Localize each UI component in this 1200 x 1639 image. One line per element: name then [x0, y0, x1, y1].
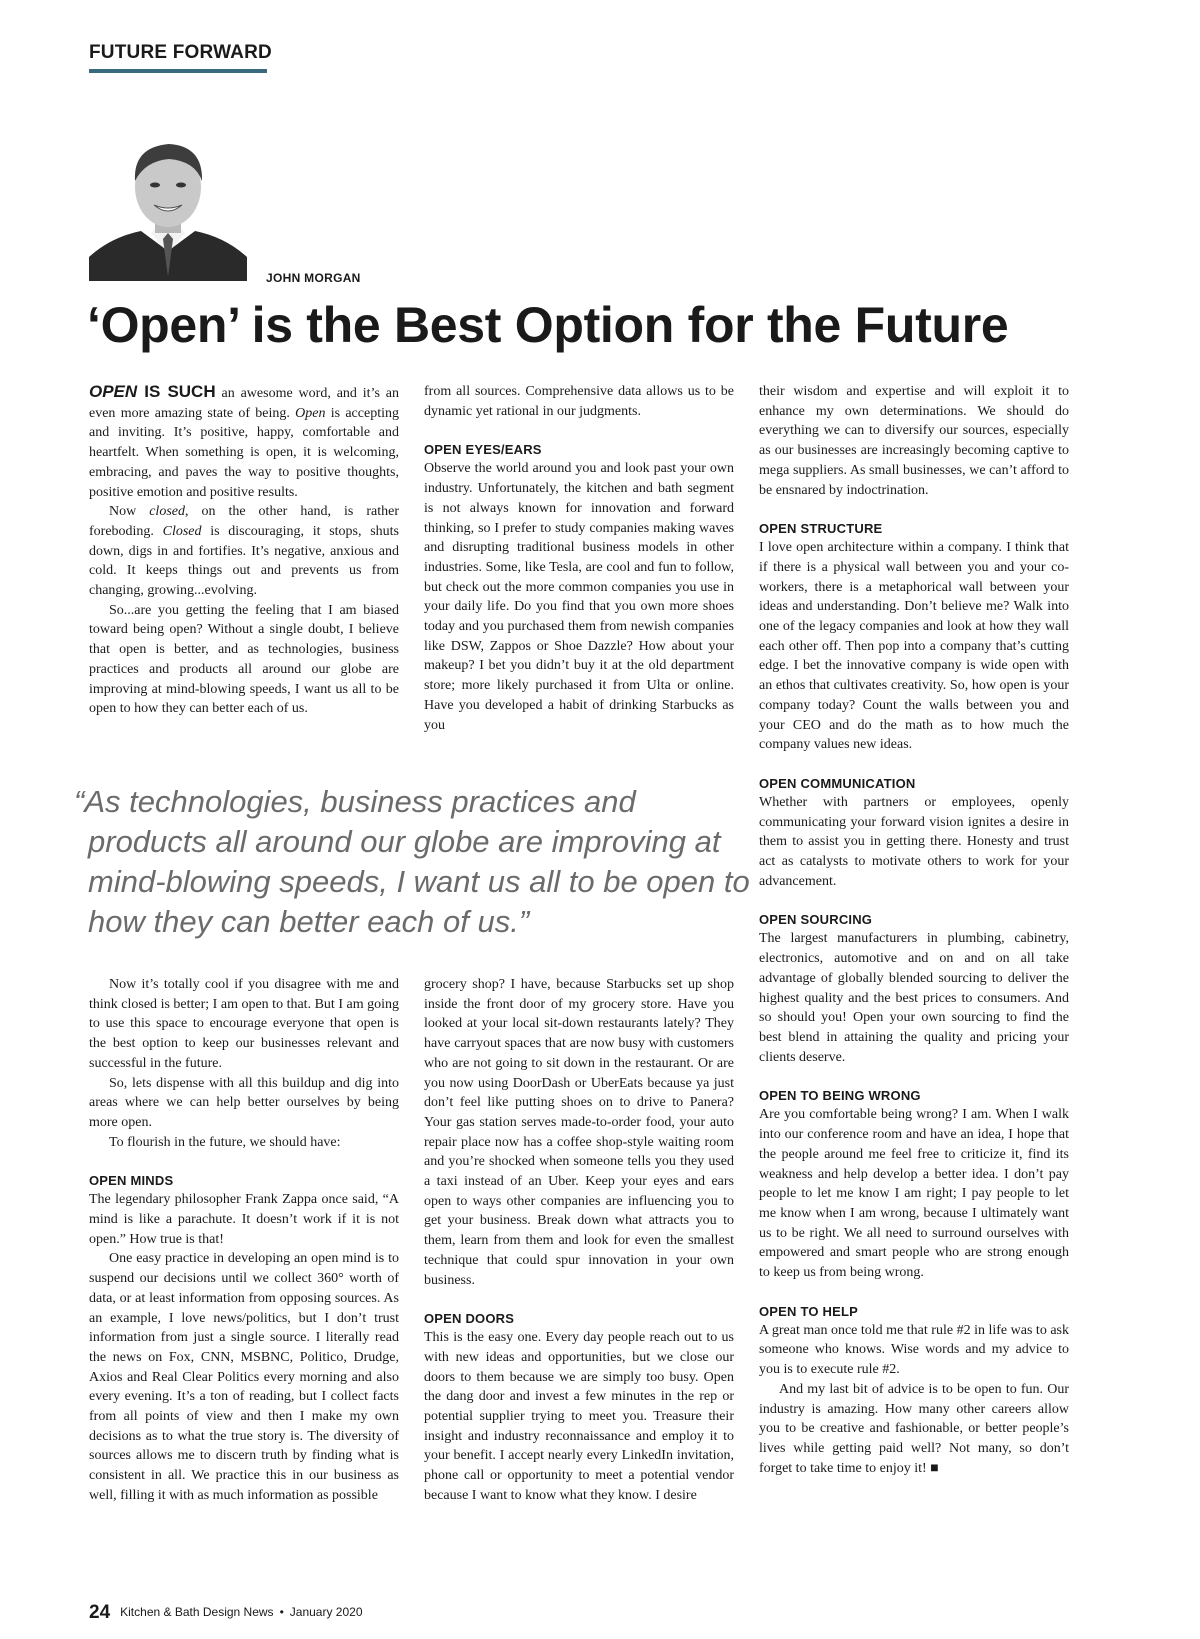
subhead-open-communication: OPEN COMMUNICATION [759, 775, 916, 791]
lead-in: OPEN IS SUCH [89, 382, 216, 401]
issue-date: January 2020 [289, 1605, 363, 1619]
body-paragraph: from all sources. Comprehensive data allows us to be dynamic yet rational in our judgments. [424, 384, 734, 419]
subhead-open-eyes-ears: OPEN EYES/EARS [424, 442, 542, 458]
subhead-open-minds: OPEN MINDS [89, 1173, 174, 1189]
subhead-open-doors: OPEN DOORS [424, 1311, 515, 1327]
closing-paragraph: And my last bit of advice is to be open to fun. Our industry is amazing. How many other careers allow you to be creative and fashionable, or better people’s lives while getting paid well? Not many, so don’t forget to take time to enjoy it! ■ [759, 1381, 1069, 1476]
column-3 [759, 382, 1069, 1478]
body-paragraph: Now it’s totally cool if you disagree with me and think closed is better; I am open to that. But I am going to use this space to encourage everyone that open is the best option to keep our businesses relevant and successful in the future. [89, 977, 399, 1071]
body-paragraph: So, lets dispense with all this buildup and dig into areas where we can help better ourselves by being more open. [89, 1075, 399, 1130]
publication-name: Kitchen & Bath Design News [120, 1605, 274, 1619]
subhead-open-sourcing: OPEN SOURCING [759, 912, 873, 928]
author-photo [89, 129, 247, 281]
column-2-top [424, 382, 734, 735]
author-name: JOHN MORGAN [266, 271, 361, 285]
body-paragraph: Now closed, on the other hand, is rather foreboding. Closed is discouraging, it stops, shuts down, digs in and fortifies. It’s negative, anxious and cold. It keeps things out and prevents us from changing, growing...evolving. [89, 504, 399, 599]
body-paragraph: This is the easy one. Every day people reach out to us with new ideas and opportunities, but we close our doors to them because we are simply too busy. Open the dang door and invest a few minutes in the rep or potential supplier trying to meet you. Treasure their insight and industry reconnaissance and employ it to your benefit. I accept nearly every LinkedIn invitation, phone call or opportunity to meet a potential vendor because I want to know what they know. I desire [424, 1330, 734, 1503]
body-paragraph: A great man once told me that rule #2 in life was to ask someone who knows. Wise words and my advice to you is to execute rule #2. [759, 1322, 1069, 1378]
body-paragraph: Are you comfortable being wrong? I am. When I walk into our conference room and have an idea, I hope that the people around me feel free to criticize it, find its weakness and help develop a better idea. I don’t pay people to let me know I am right; I pay people to let me know when I am wrong, because I ultimately want us to be right. We all need to surround ourselves with empowered and smart people who are strong enough to keep us from being wrong. [759, 1107, 1069, 1281]
subhead-open-to-help: OPEN TO HELP [759, 1303, 858, 1319]
subhead-open-structure: OPEN STRUCTURE [759, 521, 883, 537]
column-2-bottom [424, 975, 734, 1506]
body-paragraph: grocery shop? I have, because Starbucks set up shop inside the front door of my grocery store. Have you looked at your local sit-down restaurants lately? They have carryout spaces that are now busy with customers who are not going to sit down in the restaurant. Or are you now using DoorDash or UberEats because ya just don’t feel like putting shoes on to drive to Panera? Your gas station serves made-to-order food, your auto repair place now has a coffee shop-style waiting room and you’re shocked when someone tells you they used a taxi instead of an Uber. Keep your eyes and ears open to ways other companies are influencing you to get your business. Break down what attracts you to them, learn from them and look for even the smallest technique that could spur innovation in your own business. [424, 977, 734, 1288]
body-paragraph: Observe the world around you and look past your own industry. Unfortunately, the kitchen and bath segment is not always known for innovation and forward thinking, so I prefer to study companies making waves and disrupting traditional business models in other industries. Some, like Tesla, are cool and fun to follow, but check out the more common companies you use in your daily life. Do you find that you own more shoes today and you purchased them from newish companies like DSW, Zappos or Shoe Dazzle? How about your makeup? I bet you didn’t buy it at the old department store; more likely purchased it from Ulta or online. Have you developed a habit of drinking Starbucks as you [424, 461, 734, 733]
section-label: FUTURE FORWARD [89, 42, 272, 63]
body-paragraph: Whether with partners or employees, openly communicating your forward vision ignites a desire in them to assist you in getting there. Honesty and trust act as catalysts to motivate others to work for your advancement. [759, 794, 1069, 889]
column-1-top [89, 382, 399, 719]
body-paragraph: So...are you getting the feeling that I am biased toward being open? Without a single doubt, I believe that open is better, and as technologies, business practices and products all around our globe are improving at mind-blowing speeds, I want us all to be open to how they can better each of us. [89, 602, 399, 717]
pull-quote: “As technologies, business practices and products all around our globe are improving at mind-blowing speeds, I want us all to be open to how they can better each of us.” [74, 784, 750, 939]
body-paragraph: I love open architecture within a company. I think that if there is a physical wall between you and your co-workers, there is a metaphorical wall between your ideas and understanding. Don’t believe me? Walk into one of the legacy companies and look at how they wall each other off. Then pop into a company that’s cutting edge. I bet the innovative company is wide open with an ethos that cultivates creativity. So, how open is your company today? Count the walls between you and your CEO and do the math as to how much the company values new ideas. [759, 540, 1069, 753]
body-paragraph: To flourish in the future, we should have: [109, 1134, 341, 1150]
body-paragraph: One easy practice in developing an open mind is to suspend our decisions until we collect 360° worth of data, or at least information from opposing sources. As an example, I love news/politics, but I don’t trust information from just a single source. I literally read the news on Fox, CNN, MSBNC, Politico, Drudge, Axios and Real Clear Politics every morning and also every evening. It’s a ton of reading, but I collect facts from all points of view and then I make my own decisions as to what the true story is. The diversity of sources allows me to discern truth by finding what is consistent in all. We practice this in our business as well, filling it with as much information as possible [89, 1251, 399, 1503]
body-paragraph: The largest manufacturers in plumbing, cabinetry, electronics, automotive and on and on all take advantage of globally blended sourcing to deliver the highest quality and the best prices to consumers. And so should you! Open your own sourcing to find the best blend in attaining the quality and pricing your clients deserve. [759, 931, 1069, 1065]
article-title: ‘Open’ is the Best Option for the Future [87, 297, 1009, 353]
section-divider [89, 69, 267, 73]
footer-separator: • [279, 1605, 284, 1619]
intro-paragraph: OPEN IS SUCH an awesome word, and it’s an even more amazing state of being. Open is accepting and inviting. It’s positive, happy, comfortable and heartfelt. When something is open, it is welcoming, embracing, and paves the way to positive thoughts, positive emotion and positive results. [89, 382, 399, 500]
page-number: 24 [89, 1602, 111, 1623]
body-paragraph: their wisdom and expertise and will exploit it to enhance my own determinations. We should do everything we can to diversify our sources, especially as our businesses are increasingly becoming captive to mega suppliers. As small businesses, we can’t afford to be ensnared by indoctrination. [759, 384, 1069, 498]
body-paragraph: The legendary philosopher Frank Zappa once said, “A mind is like a parachute. It doesn’t work if it is not open.” How true is that! [89, 1192, 399, 1247]
subhead-open-to-being-wrong: OPEN TO BEING WRONG [759, 1088, 921, 1104]
column-1-bottom [89, 975, 399, 1506]
page-footer [89, 1602, 363, 1624]
